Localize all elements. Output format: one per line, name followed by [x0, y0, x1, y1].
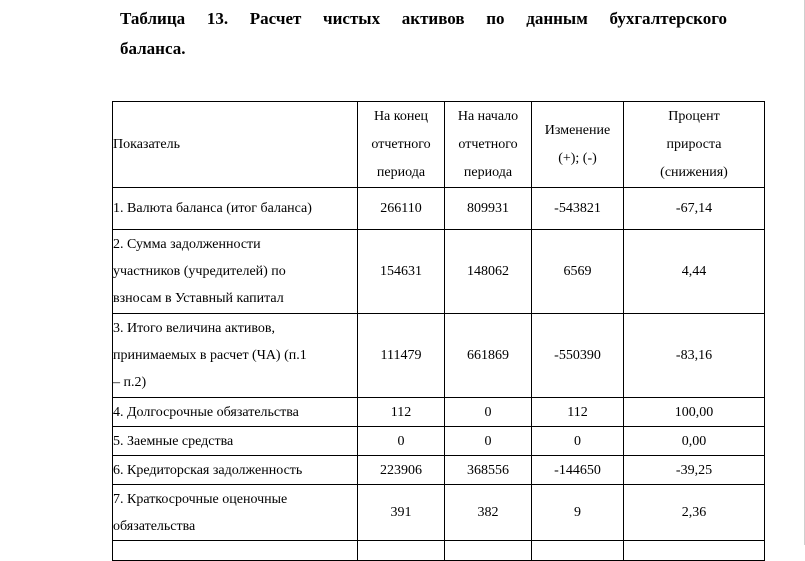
header-start-period-line: отчетного — [458, 136, 518, 152]
cell-start-period: 368556 — [445, 456, 532, 485]
cell-change: -543821 — [532, 188, 624, 230]
table-row-partial — [113, 541, 765, 561]
table-row — [113, 314, 765, 398]
row-indicator — [113, 398, 358, 427]
indicator-line: 3. Итого величина активов, — [113, 321, 275, 336]
cell-end-period: 112 — [358, 398, 445, 427]
header-end-period-line: периода — [376, 164, 426, 180]
header-change-line: Изменение — [544, 122, 611, 138]
row-indicator — [113, 230, 358, 314]
indicator-line: – п.2) — [113, 375, 147, 390]
cell-end-period: 111479 — [358, 314, 445, 398]
caption-line-2: баланса. — [120, 39, 186, 58]
header-percent-line: Процент — [668, 108, 720, 124]
indicator-line: 6. Кредиторская задолженность — [113, 462, 303, 478]
cell-percent: 100,00 — [624, 398, 765, 427]
cell-change: 112 — [532, 398, 624, 427]
table-row — [113, 485, 765, 541]
row-indicator — [113, 314, 358, 398]
cell-start-period: 0 — [445, 427, 532, 456]
header-indicator: Показатель — [113, 102, 358, 188]
table-header-row — [113, 102, 765, 188]
header-start-period-line: На начало — [457, 108, 519, 124]
table-row — [113, 456, 765, 485]
indicator-line: обязательства — [113, 518, 196, 534]
cell-percent: 4,44 — [624, 230, 765, 314]
indicator-line: 1. Валюта баланса (итог баланса) — [113, 201, 312, 216]
header-start-period — [445, 102, 532, 188]
header-end-period-line: На конец — [373, 108, 429, 124]
row-indicator — [113, 485, 358, 541]
header-start-period-line: периода — [463, 164, 513, 180]
indicator-line: 5. Заемные средства — [113, 433, 234, 449]
cell-change: 6569 — [532, 230, 624, 314]
header-percent-line: прироста — [666, 136, 722, 152]
row-indicator — [113, 427, 358, 456]
cell-empty — [624, 541, 765, 561]
indicator-line: участников (учредителей) по — [113, 264, 286, 279]
cell-empty — [445, 541, 532, 561]
cell-percent: 2,36 — [624, 485, 765, 541]
cell-change: -550390 — [532, 314, 624, 398]
indicator-line: принимаемых в расчет (ЧА) (п.1 — [113, 348, 307, 363]
header-end-period — [358, 102, 445, 188]
cell-percent: 0,00 — [624, 427, 765, 456]
table-row — [113, 230, 765, 314]
cell-end-period: 0 — [358, 427, 445, 456]
cell-start-period: 809931 — [445, 188, 532, 230]
net-assets-table — [112, 101, 765, 561]
cell-empty — [358, 541, 445, 561]
table-caption — [120, 4, 727, 64]
indicator-line: 4. Долгосрочные обязательства — [113, 404, 299, 420]
cell-start-period: 148062 — [445, 230, 532, 314]
cell-change: 9 — [532, 485, 624, 541]
cell-start-period: 382 — [445, 485, 532, 541]
cell-end-period: 223906 — [358, 456, 445, 485]
header-percent-line: (снижения) — [660, 164, 728, 180]
row-indicator — [113, 456, 358, 485]
cell-empty — [113, 541, 358, 561]
cell-end-period: 266110 — [358, 188, 445, 230]
cell-change: -144650 — [532, 456, 624, 485]
indicator-line: взносам в Уставный капитал — [113, 291, 284, 306]
header-end-period-line: отчетного — [371, 136, 431, 152]
indicator-line: 7. Краткосрочные оценочные — [113, 491, 288, 507]
caption-line-1: Таблица 13. Расчет чистых активов по данным бухгалтерского — [120, 9, 727, 28]
table-row — [113, 398, 765, 427]
cell-percent: -39,25 — [624, 456, 765, 485]
cell-end-period: 391 — [358, 485, 445, 541]
cell-change: 0 — [532, 427, 624, 456]
table-row — [113, 427, 765, 456]
cell-start-period: 0 — [445, 398, 532, 427]
row-indicator — [113, 188, 358, 230]
table-row — [113, 188, 765, 230]
indicator-line: 2. Сумма задолженности — [113, 237, 261, 252]
cell-percent: -83,16 — [624, 314, 765, 398]
header-change-line: (+); (-) — [558, 150, 597, 166]
cell-end-period: 154631 — [358, 230, 445, 314]
cell-percent: -67,14 — [624, 188, 765, 230]
cell-start-period: 661869 — [445, 314, 532, 398]
header-change — [532, 102, 624, 188]
cell-empty — [532, 541, 624, 561]
header-percent — [624, 102, 765, 188]
